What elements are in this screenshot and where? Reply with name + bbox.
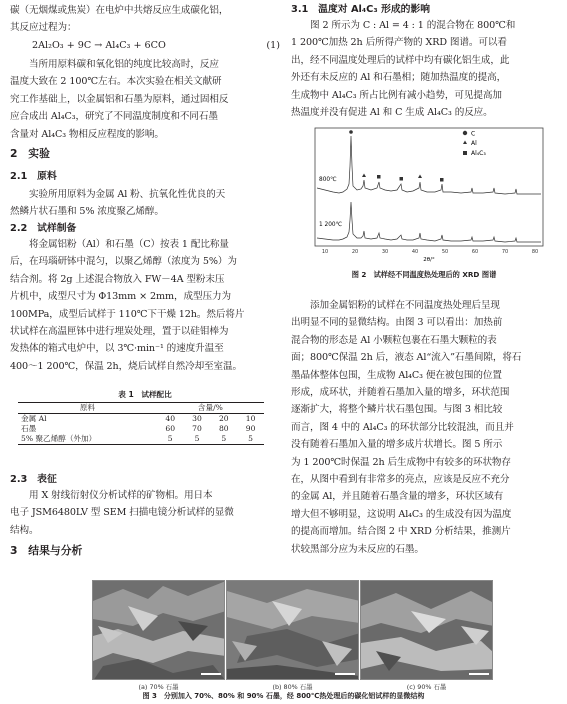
table-cell: 40 — [157, 414, 184, 425]
table-row — [18, 434, 264, 445]
paragraph-line: 片机中，成型尺寸为 Φ13mm × 2mm，成型压力为 — [10, 291, 231, 303]
subsection-heading-temperature: 3.1 温度对 Al₄C₃ 形成的影响 — [291, 4, 431, 15]
table-cell: 30 — [184, 414, 211, 425]
paragraph-line: 没有随着石墨加入量的增多成片状增长。图 5 所示 — [291, 439, 503, 451]
table-cell-name: 石墨 — [21, 424, 37, 433]
legend-label-c: C — [471, 130, 476, 138]
paragraph-line: 其反应过程为： — [10, 22, 77, 34]
paragraph-line: 发热体的箱式电炉中，以 3℃·min⁻¹ 的速度升温至 — [10, 343, 224, 355]
peak-marker — [377, 175, 381, 179]
paragraph-line: 将金属铝粉（Al）和石墨（C）按表 1 配比称量 — [29, 239, 229, 250]
paragraph-line: 而言，图 4 中的 Al₄C₃ 的环状部分比较混浊，而且并 — [291, 421, 514, 433]
sem-caption-a: (a) 70% 石墨 — [138, 683, 179, 691]
sem-caption-c: (c) 90% 石墨 — [406, 683, 447, 691]
paragraph-line: 墨晶体整体包围，生成物 Al₄C₃ 便在被包围的位置 — [291, 369, 502, 381]
pattern-label-1200: 1 200℃ — [319, 222, 343, 228]
table-cell: 80 — [218, 424, 229, 433]
paragraph-line: 结构。 — [10, 524, 39, 536]
figure-2-caption: 图 2 试样经不同温度热处理后的 XRD 图谱 — [351, 270, 497, 279]
subsection-heading-preparation: 2.2 试样制备 — [10, 223, 77, 234]
paragraph-line: 图 2 所示为 C : Al = 4 : 1 的混合物在 800℃和 — [310, 20, 516, 31]
table-cell: 60 — [165, 424, 176, 433]
intro-continued — [10, 2, 280, 37]
peak-marker — [362, 174, 366, 178]
paragraph-line: 面；800℃保温 2h 后，液态 Al“流入”石墨间隙，将石 — [291, 352, 522, 364]
table-cell: 5 — [184, 434, 211, 445]
table-cell: 10 — [237, 414, 264, 425]
paragraph-line: 逐渐扩大，将整个鳞片状石墨包围。与图 3 相比较 — [291, 404, 503, 416]
paragraph-line: 状试样在高温匣钵中进行埋炭处理，置于以硅钼棒为 — [10, 326, 229, 338]
characterization-paragraph — [10, 487, 280, 539]
paragraph-line: 实验所用原料为金属 Al 粉、抗氧化性优良的天 — [29, 189, 226, 200]
paragraph-line: 400～1 200℃，保温 2h，烧后试样自然冷却至室温。 — [10, 360, 243, 372]
paragraph-line: 的提高而增加。结合图 2 中 XRD 分析结果，推测片 — [291, 526, 511, 538]
paragraph-line: 1 200℃加热 2h 后所得产物的 XRD 图谱。可以看 — [291, 37, 507, 49]
figure-3-caption: 图 3 分别加入 70%、80% 和 90% 石墨，经 800℃热处理后的碳化铝试样的显微结构 — [142, 692, 425, 700]
table-cell: 20 — [210, 414, 237, 425]
x-tick-label: 70 — [501, 249, 509, 255]
paragraph-line: 温度大致在 2 100℃左右。本次实验在相关文献研 — [10, 76, 222, 88]
peak-marker — [349, 130, 353, 134]
table-1-caption: 表 1 试样配比 — [118, 390, 172, 399]
paragraph-line: 状较黑部分应为未反应的石墨。 — [291, 543, 424, 555]
table-1 — [10, 402, 280, 445]
table-cell-name: 金属 Al — [18, 414, 157, 425]
paragraph-line: 含量对 Al₄C₃ 物相反应程度的影响。 — [10, 128, 164, 140]
materials-paragraph — [10, 186, 280, 221]
legend-marker-al4c3 — [463, 151, 467, 155]
paragraph-line: 碳（无烟煤或焦炭）在电炉中共熔反应生成碳化铝， — [10, 5, 229, 16]
temperature-paragraph — [291, 17, 557, 121]
x-tick-label: 10 — [321, 249, 329, 255]
xrd-chart — [301, 126, 546, 264]
xrd-pattern-1200 — [317, 202, 541, 242]
x-tick-label: 60 — [471, 249, 479, 255]
peak-marker — [418, 175, 422, 179]
xrd-figure — [301, 126, 546, 264]
pattern-label-800: 800℃ — [319, 177, 337, 183]
paragraph-line: 100MPa，成型后试样于 110℃下干燥 12h。然后将片 — [10, 308, 245, 320]
table-cell: 5 — [157, 434, 184, 445]
section-heading-results: 3 结果与分析 — [10, 544, 83, 557]
table-cell: 70 — [192, 424, 202, 433]
x-axis-ticks — [322, 249, 538, 255]
sem-caption-b: (b) 80% 石墨 — [272, 683, 313, 691]
table-cell: 5 — [210, 434, 237, 445]
paragraph-line: 电子 JSM6480LV 型 SEM 扫描电镜分析试样的显微 — [10, 507, 234, 519]
paragraph-line: 出明显不同的显微结构。由图 3 可以看出：加热前 — [291, 317, 503, 329]
paragraph-line: 然鳞片状石墨和 5% 浓度聚乙烯醇。 — [10, 206, 164, 218]
paragraph-line: 添加金属铝粉的试样在不同温度热处理后呈现 — [310, 300, 500, 311]
x-tick-label: 20 — [351, 249, 359, 255]
x-tick-label: 50 — [441, 249, 449, 255]
x-axis-label: 2θ/° — [423, 257, 435, 263]
table-cell: 90 — [245, 424, 256, 433]
paragraph-line: 用 X 射线衍射仪分析试样的矿物相。用日本 — [29, 490, 213, 501]
peak-marker — [400, 177, 404, 181]
table-row — [18, 424, 264, 434]
table-row — [18, 414, 264, 425]
xrd-pattern-800 — [317, 136, 541, 194]
intro-paragraph — [10, 56, 280, 143]
paragraph-line: 出，经不同温度处理后的试样中均有碳化铝生成，此 — [291, 54, 510, 66]
paragraph-line: 结合剂。将 2g 上述混合物放入 FW－4A 型粉末压 — [10, 273, 225, 285]
peak-markers — [349, 130, 443, 181]
peak-marker — [440, 178, 444, 182]
paragraph-line: 后，在玛瑙研钵中混匀，以聚乙烯醇（浓度为 5%）为 — [10, 256, 237, 268]
sem-image-a — [92, 580, 225, 680]
x-tick-label: 80 — [531, 249, 539, 255]
section-heading-experiment: 2 实验 — [10, 147, 50, 160]
subsection-heading-materials: 2.1 原料 — [10, 171, 57, 182]
table-cell: 5 — [237, 434, 264, 445]
x-tick-label: 40 — [411, 249, 419, 255]
paragraph-line: 为 1 200℃时保温 2h 后生成物中有较多的环状物存 — [291, 456, 511, 468]
paragraph-line: 在，从图中看到有非常多的亮点，应该是反应不充分 — [291, 474, 510, 486]
paragraph-line: 外还有未反应的 Al 和石墨相；随加热温度的提高， — [291, 72, 507, 84]
table-header-material: 原料 — [18, 403, 157, 414]
equation-1 — [10, 38, 280, 54]
sem-image-c — [360, 580, 493, 680]
equation-number: (1) — [266, 40, 280, 51]
legend-label-al4c3: Al₄C₃ — [471, 150, 486, 157]
paragraph-line: 究工作基础上，以金属铝和石墨为原料，通过固相反 — [10, 93, 229, 105]
legend-marker-c — [463, 131, 467, 135]
microstructure-paragraph — [291, 297, 557, 558]
paragraph-line: 增大但不够明显，这说明 Al₄C₃ 的生成没有因为温度 — [291, 508, 512, 520]
preparation-paragraph — [10, 236, 280, 375]
paragraph-line: 的金属 Al，并且随着石墨含量的增多，环状区域有 — [291, 491, 504, 503]
equation-text: 2Al₂O₃ + 9C → Al₄C₃ + 6CO — [32, 40, 166, 51]
paragraph-line: 热温度并没有促进 Al 和 C 生成 Al₄C₃ 的反应。 — [291, 107, 493, 119]
paragraph-line: 生成物中 Al₄C₃ 所占比例有减小趋势，可见提高加 — [291, 89, 502, 101]
paragraph-line: 当所用原料碳和氧化铝的纯度比较高时，反应 — [29, 59, 219, 70]
legend-marker-al — [463, 141, 467, 145]
paragraph-line: 混合物的形态是 Al 小颗粒包裹在石墨大颗粒的表 — [291, 334, 497, 346]
subsection-heading-characterization: 2.3 表征 — [10, 474, 57, 485]
paragraph-line: 形成，成环状，并随着石墨加入量的增多，环状范围 — [291, 387, 510, 399]
table-header-content: 含量/% — [157, 403, 264, 414]
paragraph-line: 应合成出 Al₄C₃，研究了不同温度制度和不同石墨 — [10, 111, 218, 123]
legend — [463, 131, 487, 158]
table-header-row — [18, 403, 264, 414]
legend-label-al: Al — [471, 140, 477, 147]
sem-image-b — [226, 580, 359, 680]
x-tick-label: 30 — [381, 249, 389, 255]
table-cell-name: 5% 聚乙烯醇（外加） — [18, 434, 157, 445]
